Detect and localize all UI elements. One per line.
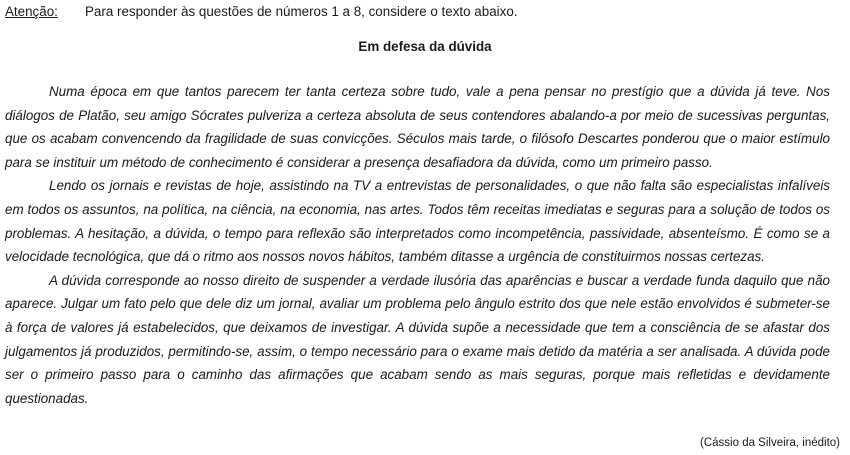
instruction-line — [5, 3, 518, 20]
paragraph-3: A dúvida corresponde ao nosso direito de suspender a verdade ilusória das aparências e buscar a verdade funda daquilo que não aparece. Julgar um fato pelo que dele diz um jornal, avaliar um problema pelo ângulo estrito dos que nele estão envolvidos é submeter-se à força de valores já estabelecidos, que deixamos de investigar. A dúvida supõe a necessidade que tem a consciência de se afastar dos julgamentos já produzidos, permitindo-se, assim, o tempo necessário para o exame mais detido da matéria a ser analisada. A dúvida pode ser o primeiro passo para o caminho das afirmações que acabam sendo as mais seguras, porque mais refletidas e devidamente questionadas. — [5, 272, 830, 406]
article-attribution: (Cássio da Silveira, inédito) — [700, 437, 840, 449]
paragraph-2: Lendo os jornais e revistas de hoje, assistindo na TV a entrevistas de personalidades, o que não falta são especialistas infalíveis em todos os assuntos, na política, na ciência, na economia, nas artes. Todos têm receitas imediatas e seguras para a solução de todos os problemas. A hesitação, a dúvida, o tempo para reflexão são interpretados como incompetência, passividade, absenteísmo. É como se a velocidade tecnológica, que dá o ritmo aos nossos novos hábitos, também ditasse a urgência de constituirmos nossas certezas. — [5, 178, 830, 265]
attention-label: Atenção: — [5, 4, 58, 19]
article-title: Em defesa da dúvida — [358, 39, 492, 54]
instruction-text: Para responder às questões de números 1 a 8, considere o texto abaixo. — [85, 4, 518, 19]
article-body — [5, 80, 830, 410]
paragraph-1: Numa época em que tantos parecem ter tanta certeza sobre tudo, vale a pena pensar no prestígio que a dúvida já teve. Nos diálogos de Platão, seu amigo Sócrates pulveriza a certeza absoluta de seus contendores abalando-a por meio de sucessivas perguntas, que os acabam convencendo da fragilidade de suas convicções. Séculos mais tarde, o filósofo Descartes ponderou que o maior estímulo para se instituir um método de conhecimento é considerar a presença desafiadora da dúvida, como um primeiro passo. — [5, 84, 830, 170]
